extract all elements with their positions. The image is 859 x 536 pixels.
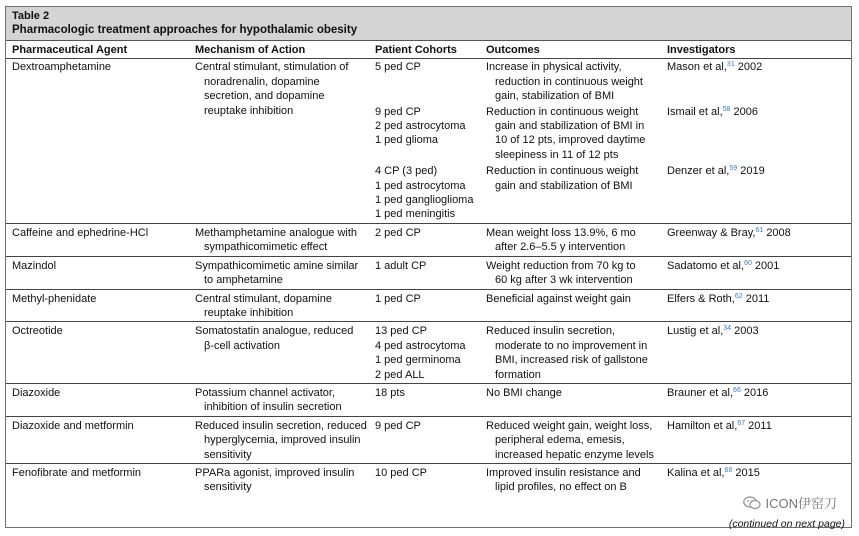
publication-year: 2015 — [735, 466, 760, 479]
cohort-line: 4 ped astrocytoma — [375, 339, 466, 352]
agent-cell: Methyl-phenidate — [6, 289, 189, 322]
mechanism-cell — [189, 463, 369, 495]
investigator-name: Hamilton et al, — [667, 419, 738, 432]
outcome-cell — [480, 289, 661, 322]
table-row — [6, 322, 851, 384]
publication-year: 2011 — [745, 292, 770, 305]
mechanism-line: Potassium channel activator, — [195, 386, 336, 399]
outcome-cell — [480, 463, 661, 495]
table-caption — [6, 7, 851, 41]
mechanism-line: inhibition of insulin secretion — [204, 401, 342, 414]
table-frame — [5, 6, 852, 528]
investigator-name: Sadatomo et al, — [667, 259, 745, 272]
cohort-line: 1 adult CP — [375, 259, 427, 272]
table-title: Pharmacologic treatment approaches for hypothalamic obesity — [12, 24, 358, 36]
outcome-line: 60 kg after 3 wk intervention — [495, 274, 633, 287]
watermark — [743, 493, 837, 512]
cohort-line: 9 ped CP — [375, 105, 421, 118]
reference-number: 31 — [726, 61, 735, 69]
investigator-cell — [661, 223, 851, 256]
outcome-line: formation — [495, 368, 541, 381]
treatment-table — [6, 41, 851, 496]
investigator-name: Elfers & Roth, — [667, 292, 735, 305]
mechanism-line: noradrenalin, dopamine — [204, 75, 320, 88]
publication-year: 2003 — [734, 325, 759, 338]
wechat-icon — [743, 496, 761, 510]
mechanism-cell — [189, 223, 369, 256]
mechanism-cell — [189, 322, 369, 384]
outcome-line: reduction in continuous weight — [495, 75, 643, 88]
watermark-text: ICON伊窑刀 — [765, 496, 837, 511]
reference-number: 61 — [755, 226, 764, 234]
investigator-name: Kalina et al, — [667, 466, 725, 479]
investigator-name: Ismail et al, — [667, 105, 723, 118]
cohort-line: 2 ped astrocytoma — [375, 120, 466, 133]
table-row — [6, 256, 851, 289]
reference-number: 62 — [734, 292, 743, 300]
investigator-name: Lustig et al, — [667, 325, 724, 338]
outcome-line: Weight reduction from 70 kg to — [486, 259, 636, 272]
cohort-line: 1 ped astrocytoma — [375, 179, 466, 192]
header-row — [6, 41, 851, 59]
investigator-name: Greenway & Bray, — [667, 226, 756, 239]
header-agent: Pharmaceutical Agent — [6, 41, 189, 59]
outcome-line: Mean weight loss 13.9%, 6 mo — [486, 226, 636, 239]
agent-cell: Dextroamphetamine — [6, 59, 189, 223]
table-row — [6, 59, 851, 104]
mechanism-line: Methamphetamine analogue with — [195, 226, 358, 239]
reference-number: 67 — [737, 419, 746, 427]
table-row — [6, 416, 851, 463]
reference-number: 66 — [733, 386, 741, 394]
investigator-name: Mason et al, — [667, 61, 727, 74]
mechanism-line: Reduced insulin secretion, reduced — [195, 419, 367, 432]
cohort-line: 2 ped CP — [375, 226, 421, 239]
cohort-line: 1 ped glioma — [375, 134, 438, 147]
mechanism-line: Sympathicomimetic amine similar — [195, 259, 359, 272]
cohort-cell — [369, 104, 480, 163]
reference-number: 60 — [744, 259, 752, 267]
continued-note: (continued on next page) — [728, 518, 845, 530]
cohort-line: 13 ped CP — [375, 325, 427, 338]
investigator-name: Denzer et al, — [667, 165, 730, 178]
outcome-line: Reduction in continuous weight — [486, 105, 639, 118]
header-mechanism: Mechanism of Action — [189, 41, 369, 59]
cohort-line: 4 CP (3 ped) — [375, 165, 438, 178]
mechanism-line: to amphetamine — [204, 274, 283, 287]
outcome-line: Increase in physical activity, — [486, 61, 622, 74]
publication-year: 2002 — [737, 61, 763, 74]
outcome-cell — [480, 256, 661, 289]
mechanism-line: reuptake inhibition — [204, 104, 294, 117]
header-outcomes: Outcomes — [480, 41, 661, 59]
outcome-line: increased hepatic enzyme levels — [495, 448, 654, 461]
outcome-cell — [480, 59, 661, 104]
outcome-line: BMI, increased risk of gallstone — [495, 354, 648, 367]
publication-year: 2019 — [740, 165, 765, 178]
outcome-cell — [480, 104, 661, 163]
cohort-line: 2 ped ALL — [375, 368, 425, 381]
outcome-line: lipid profiles, no effect on B — [495, 481, 627, 494]
outcome-line: Reduced insulin secretion, — [486, 325, 616, 338]
publication-year: 2006 — [733, 105, 758, 118]
cohort-cell — [369, 162, 480, 223]
publication-year: 2011 — [748, 419, 772, 432]
publication-year: 2001 — [754, 259, 780, 272]
cohort-cell — [369, 463, 480, 495]
reference-number: 58 — [722, 105, 731, 113]
mechanism-line: β-cell activation — [204, 339, 281, 352]
investigator-cell — [661, 104, 851, 163]
reference-number: 68 — [724, 466, 733, 474]
mechanism-cell — [189, 59, 369, 223]
cohort-cell — [369, 256, 480, 289]
cohort-cell — [369, 223, 480, 256]
agent-cell: Octreotide — [6, 322, 189, 384]
outcome-cell — [480, 416, 661, 463]
outcome-line: gain and stabilization of BMI — [495, 179, 633, 192]
cohort-line: 9 ped CP — [375, 419, 421, 432]
investigator-cell — [661, 59, 851, 104]
investigator-name: Brauner et al, — [667, 386, 734, 399]
investigator-cell — [661, 383, 851, 416]
cohort-cell — [369, 416, 480, 463]
outcome-cell — [480, 322, 661, 384]
mechanism-line: PPARa agonist, improved insulin — [195, 466, 355, 479]
cohort-cell — [369, 59, 480, 104]
table-row — [6, 223, 851, 256]
mechanism-cell — [189, 416, 369, 463]
mechanism-line: sensitivity — [204, 481, 252, 494]
mechanism-line: hyperglycemia, improved insulin — [204, 434, 361, 447]
table-row — [6, 383, 851, 416]
table-body — [6, 59, 851, 496]
outcome-line: peripheral edema, emesis, — [495, 434, 625, 447]
cohort-line: 10 ped CP — [375, 466, 427, 479]
cohort-cell — [369, 289, 480, 322]
mechanism-line: sympathicomimetic effect — [204, 241, 328, 254]
header-cohorts: Patient Cohorts — [369, 41, 480, 59]
agent-cell: Diazoxide — [6, 383, 189, 416]
publication-year: 2016 — [743, 386, 769, 399]
outcome-line: after 2.6–5.5 y intervention — [495, 241, 626, 254]
outcome-line: Beneficial against weight gain — [486, 292, 631, 305]
mechanism-cell — [189, 383, 369, 416]
mechanism-line: Central stimulant, stimulation of — [195, 61, 349, 74]
table-label: Table 2 — [12, 10, 50, 22]
cohort-line: 18 pts — [375, 386, 405, 399]
agent-cell: Diazoxide and metformin — [6, 416, 189, 463]
publication-year: 2008 — [766, 226, 791, 239]
cohort-line: 1 ped ganglioglioma — [375, 194, 474, 207]
mechanism-line: Central stimulant, dopamine — [195, 292, 332, 305]
outcome-cell — [480, 162, 661, 223]
investigator-cell — [661, 463, 851, 495]
cohort-line: 5 ped CP — [375, 61, 421, 74]
mechanism-cell — [189, 256, 369, 289]
cohort-line: 1 ped CP — [375, 292, 421, 305]
reference-number: 34 — [723, 325, 732, 333]
outcome-line: moderate to no improvement in — [495, 339, 648, 352]
cohort-line: 1 ped meningitis — [375, 208, 456, 221]
outcome-line: sleepiness in 11 of 12 pts — [495, 148, 619, 161]
mechanism-line: Somatostatin analogue, reduced — [195, 325, 354, 338]
agent-cell: Mazindol — [6, 256, 189, 289]
mechanism-line: secretion, and dopamine — [204, 90, 325, 103]
agent-cell: Fenofibrate and metformin — [12, 466, 142, 479]
header-investigators: Investigators — [661, 41, 851, 59]
cohort-line: 1 ped germinoma — [375, 354, 461, 367]
mechanism-line: sensitivity — [204, 448, 252, 461]
outcome-line: gain and stabilization of BMI in — [495, 120, 645, 133]
cohort-cell — [369, 322, 480, 384]
reference-number: 59 — [729, 165, 738, 173]
agent-cell: Caffeine and ephedrine-HCl — [6, 223, 189, 256]
table-row — [6, 289, 851, 322]
investigator-cell — [661, 416, 851, 463]
investigator-cell — [661, 162, 851, 223]
outcome-cell — [480, 223, 661, 256]
table-row — [6, 463, 851, 495]
outcome-line: Reduced weight gain, weight loss, — [486, 419, 653, 432]
investigator-cell — [661, 289, 851, 322]
outcome-line: Improved insulin resistance and — [486, 466, 641, 479]
mechanism-cell — [189, 289, 369, 322]
investigator-cell — [661, 256, 851, 289]
mechanism-line: reuptake inhibition — [204, 306, 294, 319]
outcome-line: 10 of 12 pts, improved daytime — [495, 134, 646, 147]
outcome-cell — [480, 383, 661, 416]
outcome-line: gain, stabilization of BMI — [495, 90, 615, 103]
outcome-line: Reduction in continuous weight — [486, 165, 639, 178]
investigator-cell — [661, 322, 851, 384]
cohort-cell — [369, 383, 480, 416]
outcome-line: No BMI change — [486, 386, 562, 399]
